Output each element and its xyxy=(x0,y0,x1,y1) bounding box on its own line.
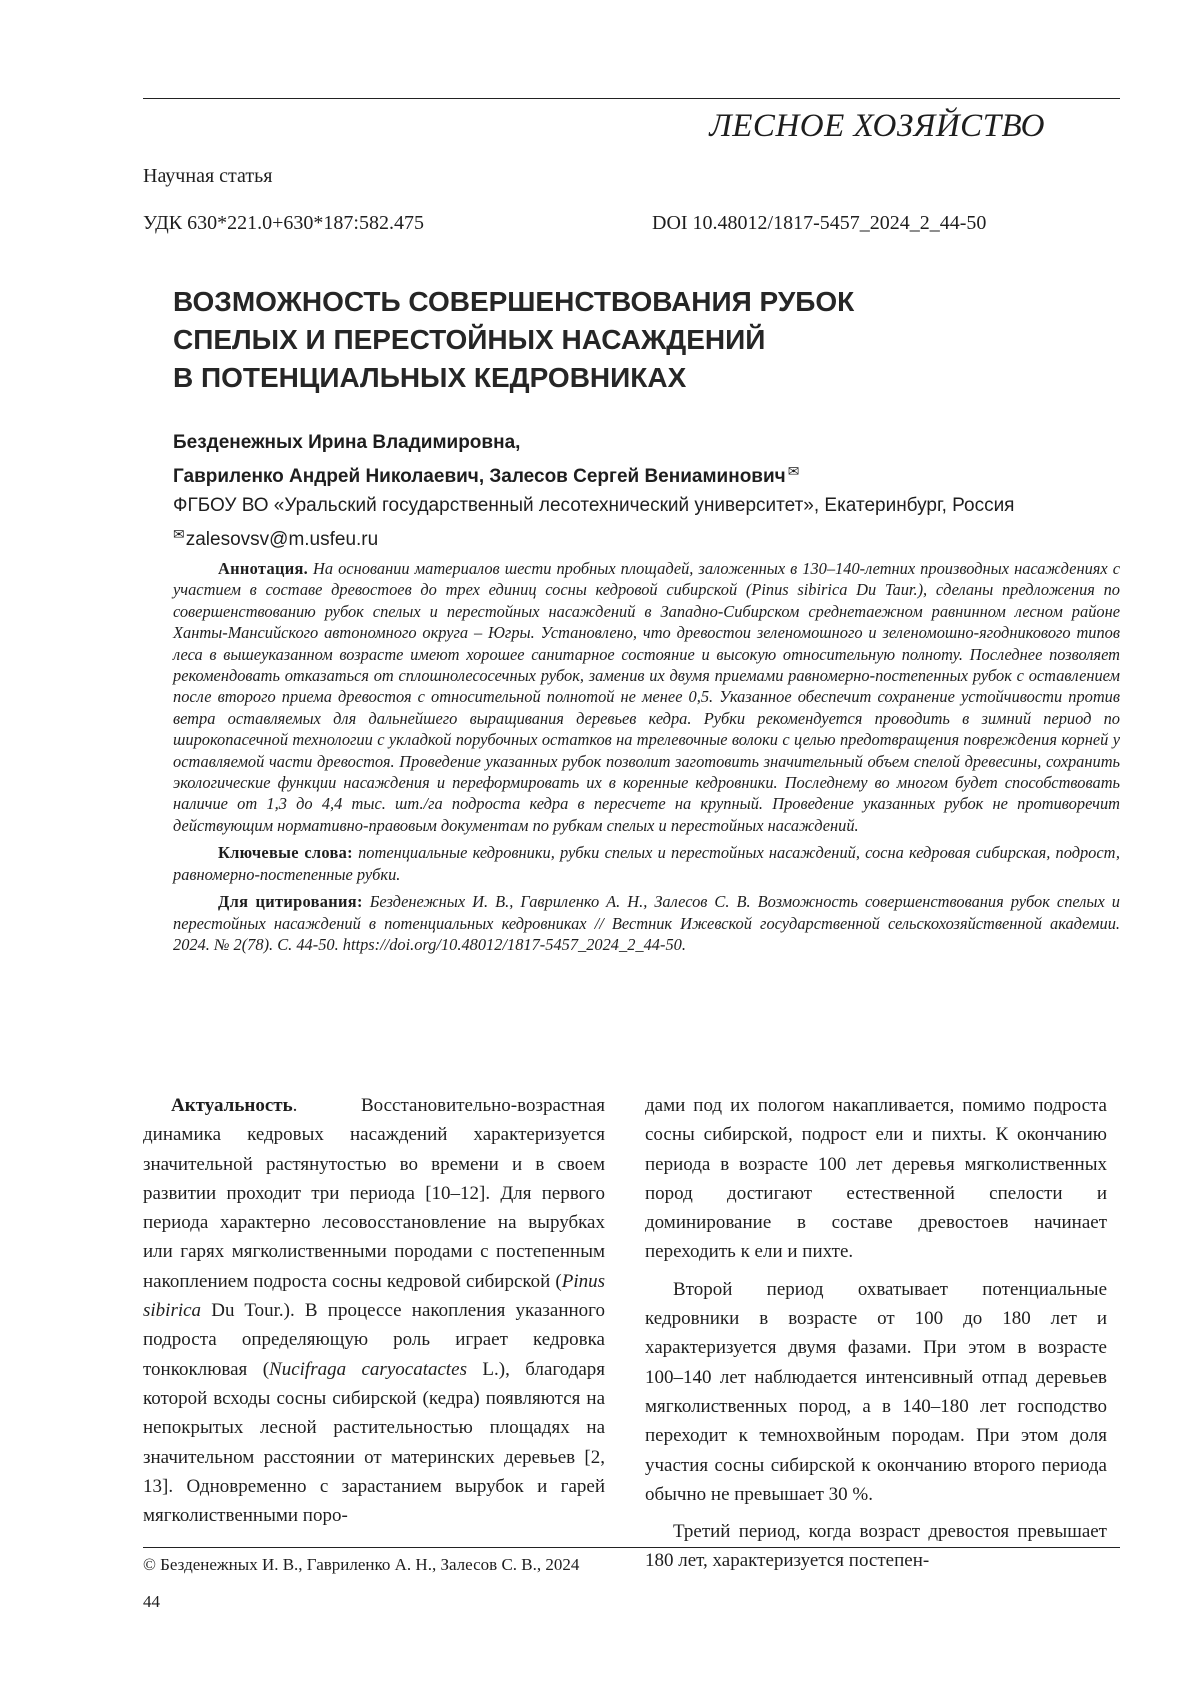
paragraph-text: Du Tour.). В процессе накопления указанного подроста определяющую роль играет кедровка тонкоклювая ( xyxy=(143,1300,605,1380)
udc-code: УДК 630*221.0+630*187:582.475 xyxy=(143,212,424,234)
paragraph-text: L.), благодаря которой всходы сосны сибирской (кедра) появляются на непокрытых лесной растительностью площадях на значительном расстоянии от материнских деревьев [2, 13]. Одновременно с зарастанием вырубок и гарей мягколиственными поро- xyxy=(143,1358,605,1527)
latin-name: Nucifraga caryocatactes xyxy=(269,1358,468,1380)
abstract-block xyxy=(173,558,1120,961)
body-paragraph: Второй период охватывает потенциальные кедровники в возрасте от 100 до 180 лет и характеризуется двумя фазами. При этом в возрасте 100–140 лет наблюдается интенсивный отпад деревьев мягколиственных пород, а в 140–180 лет господство переходит к темнохвойным породам. При этом доля участия сосны сибирской к окончанию второго периода обычно не превышает 30 %. xyxy=(645,1278,1107,1505)
citation xyxy=(173,891,1120,955)
paragraph-text: . Восстановительно-возрастная динамика кедровых насаждений характеризуется значительной растянутостью во времени и в своем развитии проходит три периода [10–12]. Для первого периода характерно лесовосстановление на вырубках или гарях мягколиственными породами с постепенным накоплением подроста сосны кедровой сибирской ( xyxy=(143,1095,605,1292)
authors-line: Безденежных Ирина Владимировна, xyxy=(173,432,521,453)
body-paragraph: Третий период, когда возраст древостоя превышает 180 лет, характеризуется постепен- xyxy=(645,1521,1107,1572)
footer-rule xyxy=(143,1547,1120,1548)
keywords-label: Ключевые слова: xyxy=(218,843,353,863)
title-line: В ПОТЕНЦИАЛЬНЫХ КЕДРОВНИКАХ xyxy=(173,362,687,393)
authors-names: Гавриленко Андрей Николаевич, Залесов Сергей Вениаминович xyxy=(173,466,786,487)
body-paragraph: дами под их пологом накапливается, помимо подроста сосны сибирской, подрост ели и пихты. К окончанию периода в возрасте 100 лет деревья мягколиственных пород достигают естественной спелости и доминирование в составе древостоев начинает переходить к ели и пихте. xyxy=(645,1095,1107,1263)
keywords xyxy=(173,842,1120,885)
envelope-icon: ✉ xyxy=(787,463,800,479)
doi: DOI 10.48012/1817-5457_2024_2_44-50 xyxy=(652,212,987,234)
authors-line xyxy=(173,457,1133,491)
page-number: 44 xyxy=(143,1592,160,1611)
email-line xyxy=(173,520,1133,554)
abstract-text: На основании материалов шести пробных площадей, заложенных в 130–140-летних производных насаждениях с участием в составе древостоев до трех единиц сосны кедровой сибирской (Pinus sibirica Du Taur.), сделаны предложения по совершенствованию рубок спелых и перестойных насаждений в Западно-Сибирском среднетаежном равнинном лесном районе Ханты-Мансийского автономного округа – Югры. Установлено, что древостои зеленомошного и зеленомошно-ягодникового типов леса в вышеуказанном возрасте имеют хорошее санитарное состояние и высокую относительную полноту. Последнее позволяет рекомендовать отказаться от сплошнолесосечных рубок, заменив их двумя приемами равномерно-постепенных рубок с оставлением после второго приема древостоя с относительной полнотой не менее 0,5. Указанное обеспечит сохранение устойчивости против ветра оставляемых для дальнейшего выращивания деревьев кедра. Рубки рекомендуется проводить в зимний период по широкопасечной технологии с укладкой порубочных остатков на трелевочные волоки с целью предотвращения повреждения корней у оставляемой части древостоя. Проведение указанных рубок позволит заготовить значительный объем спелой древесины, сохранить экологические функции насаждения и переформировать их в коренные кедровники. Последнему во многом будет способствовать наличие от 1,3 до 4,4 тыс. шт./га подроста кедра в пересчете на крупный. Проведение указанных рубок не противоречит действующим нормативно-правовым документам по рубкам спелых и перестойных насаждений. xyxy=(173,559,1120,835)
body-column-left xyxy=(143,1091,605,1530)
title-line: ВОЗМОЖНОСТЬ СОВЕРШЕНСТВОВАНИЯ РУБОК xyxy=(173,286,855,317)
envelope-icon: ✉ xyxy=(173,526,185,542)
citation-label: Для цитирования: xyxy=(218,892,363,912)
body-column-right xyxy=(645,1091,1107,1576)
section-title: ЛЕСНОЕ ХОЗЯЙСТВО xyxy=(709,108,1045,144)
citation-text: Безденежных И. В., Гавриленко А. Н., Залесов С. В. Возможность совершенствования рубок спелых и перестойных насаждений в потенциальных кедровниках // Вестник Ижевской государственной сельскохозяйственной академии. 2024. № 2(78). С. 44-50. https://doi.org/10.48012/1817-5457_2024_2_44-50. xyxy=(173,892,1120,954)
affiliation: ФГБОУ ВО «Уральский государственный лесотехнический университет», Екатеринбург, Россия xyxy=(173,495,1015,516)
authors-block xyxy=(173,428,1133,554)
section-heading: Актуальность xyxy=(171,1095,293,1116)
abstract xyxy=(173,558,1120,836)
email[interactable]: zalesovsv@m.usfeu.ru xyxy=(185,529,379,550)
article-title xyxy=(173,283,1073,397)
latin-name: Pinus sibirica xyxy=(143,1270,605,1322)
keywords-text: потенциальные кедровники, рубки спелых и перестойных насаждений, сосна кедровая сибирская, подрост, равномерно-постепенные рубки. xyxy=(173,843,1120,884)
title-line: СПЕЛЫХ И ПЕРЕСТОЙНЫХ НАСАЖДЕНИЙ xyxy=(173,324,766,355)
article-type: Научная статья xyxy=(143,165,273,187)
abstract-label: Аннотация. xyxy=(218,559,309,578)
copyright: © Безденежных И. В., Гавриленко А. Н., Залесов С. В., 2024 xyxy=(143,1555,580,1574)
body-paragraph xyxy=(143,1091,605,1530)
header-rule xyxy=(143,98,1120,99)
